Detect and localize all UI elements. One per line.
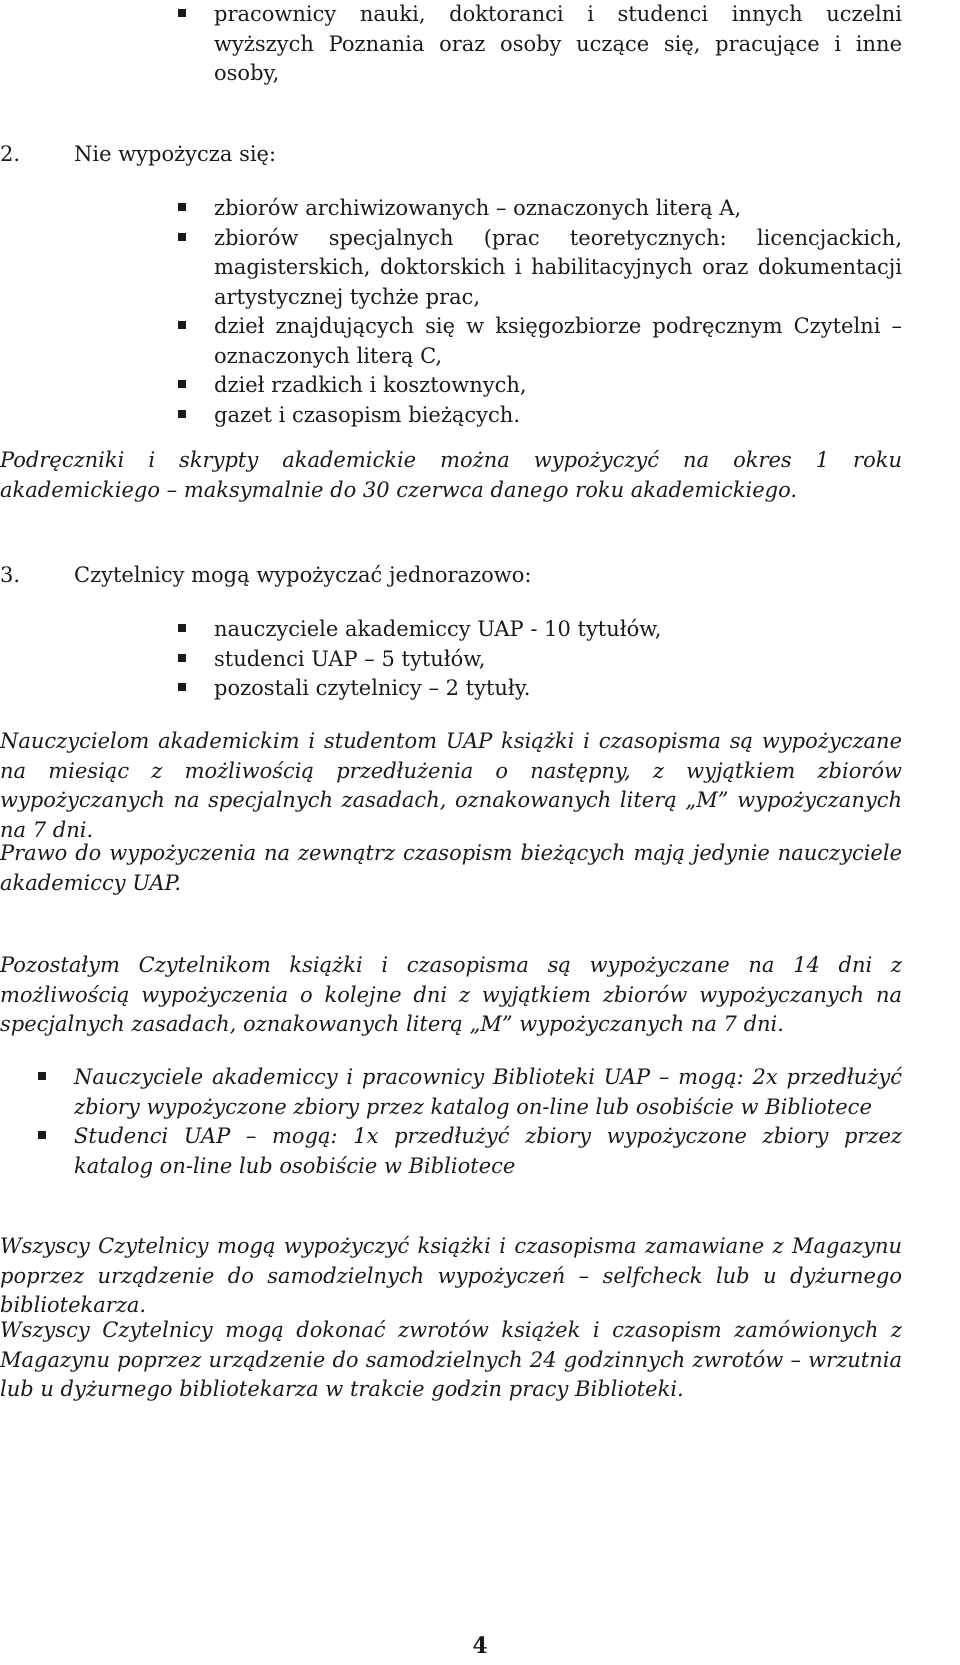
list-item: dzieł rzadkich i kosztownych,: [178, 371, 902, 401]
other-readers-paragraph: Pozostałym Czytelnikom książki i czasopisma są wypożyczane na 14 dni z możliwością wypożyczenia o kolejne dni z wyjątkiem zbiorów wypożyczanych na specjalnych zasadach, oznakowanych literą „M” wypożyczanych na 7 dni.: [0, 953, 902, 1036]
list-item: zbiorów archiwizowanych – oznaczonych literą A,: [178, 194, 902, 224]
order-paragraph: Wszyscy Czytelnicy mogą wypożyczyć książki i czasopisma zamawiane z Magazynu poprzez urządzenie do samodzielnych wypożyczeń – selfcheck lub u dyżurnego bibliotekarza.: [0, 1234, 902, 1317]
list-item: gazet i czasopism bieżących.: [178, 401, 902, 431]
list-item: nauczyciele akademiccy UAP - 10 tytułów,: [178, 615, 902, 645]
bullet-list-top: [178, 0, 902, 89]
list-item: pozostali czytelnicy – 2 tytuły.: [178, 674, 902, 704]
return-paragraph: Wszyscy Czytelnicy mogą dokonać zwrotów książek i czasopism zamówionych z Magazynu poprzez urządzenie do samodzielnych 24 godzinnych zwrotów – wrzutnia lub u dyżurnego bibliotekarza w trakcie godzin pracy Biblioteki.: [0, 1318, 902, 1401]
list-item: Studenci UAP – mogą: 1x przedłużyć zbiory wypożyczone zbiory przez katalog on-line lub osobiście w Bibliotece: [38, 1122, 902, 1181]
list-item: pracownicy nauki, doktoranci i studenci innych uczelni wyższych Poznania oraz osoby uczące się, pracujące i inne osoby,: [178, 0, 902, 89]
page-number: 4: [472, 1633, 488, 1659]
list-item: studenci UAP – 5 tytułów,: [178, 645, 902, 675]
section-title: Nie wypożycza się:: [74, 142, 277, 166]
loan-limits-list: [178, 615, 902, 704]
list-item: Nauczyciele akademiccy i pracownicy Biblioteki UAP – mogą: 2x przedłużyć zbiory wypożyczone zbiory przez katalog on-line lub osobiście w Bibliotece: [38, 1063, 902, 1122]
not-lent-list: [178, 194, 902, 430]
list-item: dzieł znajdujących się w księgozbiorze podręcznym Czytelni – oznaczonych literą C,: [178, 312, 902, 371]
section-2-heading: [0, 140, 276, 170]
section-3-heading: [0, 561, 531, 591]
periodicals-paragraph: Prawo do wypożyczenia na zewnątrz czasopism bieżących mają jedynie nauczyciele akademiccy UAP.: [0, 841, 902, 895]
teachers-loan-paragraph: Nauczycielom akademickim i studentom UAP książki i czasopisma są wypożyczane na miesiąc z możliwością przedłużenia o następny, z wyjątkiem zbiorów wypożyczanych na specjalnych zasadach, oznakowanych literą „M” wypożyczanych na 7 dni.: [0, 729, 902, 842]
renewal-list: [38, 1063, 902, 1181]
list-item: zbiorów specjalnych (prac teoretycznych: licencjackich, magisterskich, doktorskich i habilitacyjnych oraz dokumentacji artystycznej tychże prac,: [178, 224, 902, 313]
textbooks-note: Podręczniki i skrypty akademickie można wypożyczyć na okres 1 roku akademickiego – maksymalnie do 30 czerwca danego roku akademickiego.: [0, 448, 902, 502]
section-number: 2.: [0, 142, 21, 166]
section-number: 3.: [0, 563, 21, 587]
section-title: Czytelnicy mogą wypożyczać jednorazowo:: [74, 563, 532, 587]
